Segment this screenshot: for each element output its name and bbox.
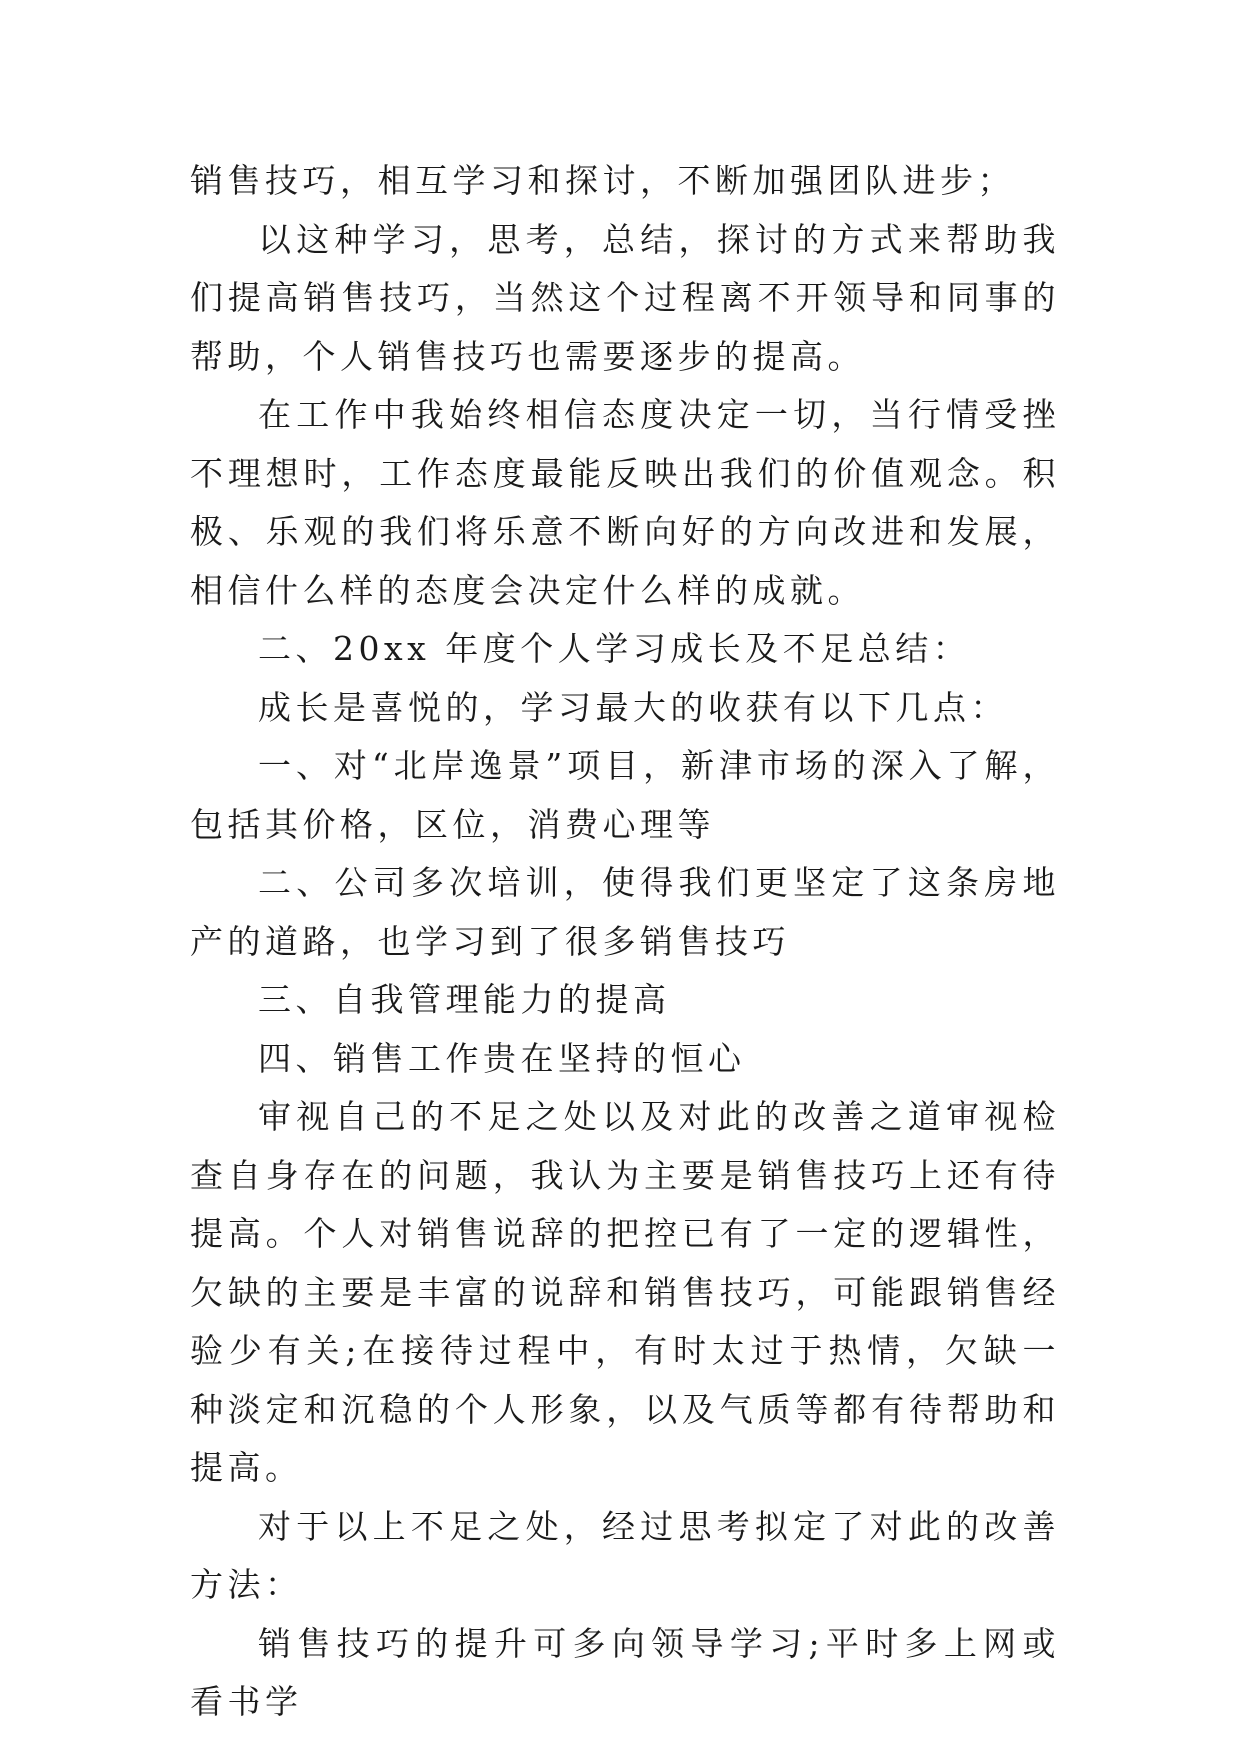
paragraph: 以这种学习，思考，总结，探讨的方式来帮助我们提高销售技巧，当然这个过程离不开领导和同事的帮助，个人销售技巧也需要逐步的提高。: [190, 219, 1060, 376]
list-item: 二、公司多次培训，使得我们更坚定了这条房地产的道路，也学习到了很多销售技巧: [190, 863, 1060, 961]
paragraph: 在工作中我始终相信态度决定一切，当行情受挫不理想时，工作态度最能反映出我们的价值观念。积极、乐观的我们将乐意不断向好的方向改进和发展，相信什么样的态度会决定什么样的成就。: [190, 395, 1060, 610]
list-item: 一、对“北岸逸景”项目，新津市场的深入了解，包括其价格，区位，消费心理等: [190, 746, 1060, 844]
paragraph: 销售技巧，相互学习和探讨，不断加强团队进步；: [190, 161, 1015, 200]
paragraph: 成长是喜悦的，学习最大的收获有以下几点：: [258, 687, 1008, 727]
paragraph: 审视自己的不足之处以及对此的改善之道审视检查自身存在的问题，我认为主要是销售技巧上还有待提高。个人对销售说辞的把控已有了一定的逻辑性，欠缺的主要是丰富的说辞和销售技巧，可能跟销售经验少有关;在接待过程中，有时太过于热情，欠缺一种淡定和沉稳的个人形象，以及气质等都有待帮助和提高。: [190, 1097, 1060, 1487]
document-body: [190, 152, 1060, 1732]
section-heading: 二、20xx 年度个人学习成长及不足总结：: [258, 629, 971, 668]
list-item: 三、自我管理能力的提高: [258, 980, 671, 1019]
paragraph: 对于以上不足之处，经过思考拟定了对此的改善方法：: [190, 1506, 1060, 1604]
paragraph: 销售技巧的提升可多向领导学习;平时多上网或看书学: [190, 1623, 1060, 1721]
list-item: 四、销售工作贵在坚持的恒心: [258, 1038, 746, 1078]
